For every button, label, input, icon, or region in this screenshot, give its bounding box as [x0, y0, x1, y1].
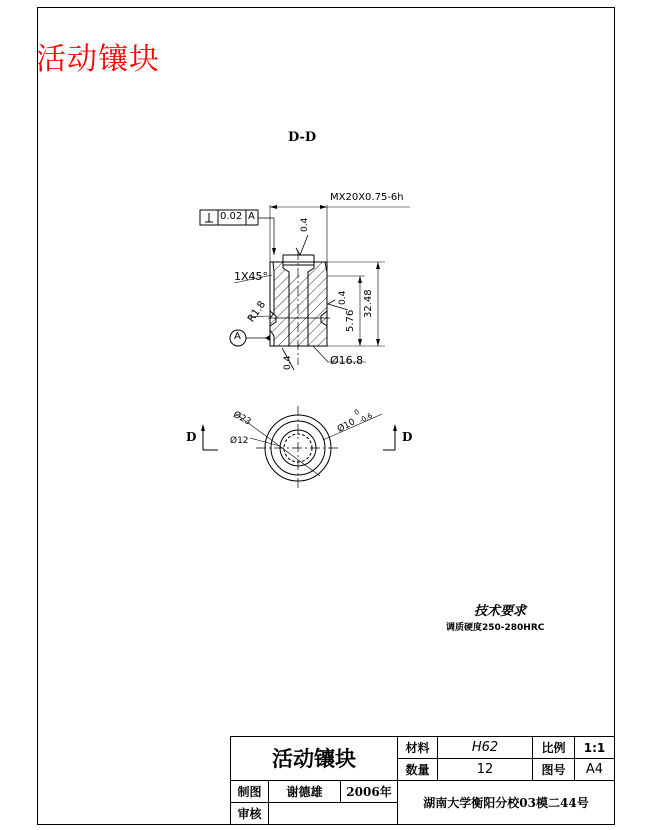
top-recess: [283, 255, 314, 265]
scale-label: 比例: [541, 741, 566, 755]
section-left-half: [270, 262, 289, 346]
checked-label: 审核: [237, 807, 262, 821]
title-block-part-name: 活动镶块: [272, 746, 356, 771]
drawn-by: 谢德雄: [286, 785, 323, 799]
outer-diameter: Ø23: [231, 410, 253, 428]
sheet-label: 图号: [541, 763, 566, 777]
tech-requirements-line: 调质硬度250-280HRC: [446, 623, 545, 633]
scale-value: 1:1: [583, 740, 606, 755]
section-core: [289, 275, 308, 346]
section-marker-left: [203, 428, 218, 450]
drawn-label: 制图: [237, 785, 262, 799]
section-mark-left-label: D: [186, 430, 197, 444]
section-marker-right: [383, 428, 395, 450]
year: 2006年: [346, 785, 392, 799]
quantity-value: 12: [476, 762, 494, 777]
flatness-value: 0.02: [220, 211, 243, 222]
section-label: D-D: [288, 130, 317, 145]
roughness-bottom-value: 0.4: [283, 355, 293, 370]
bore-diameter: Ø10: [336, 417, 358, 435]
roughness-top-value: 0.4: [300, 217, 310, 232]
bore-tol-lower: -0.6: [358, 411, 374, 426]
sheet-border: [38, 8, 615, 825]
radius-callout: R1.8: [246, 299, 269, 325]
bore-tol-upper: 0: [353, 407, 361, 418]
material-value: H62: [471, 740, 499, 755]
school-info: 湖南大学衡阳分校03模二44号: [423, 796, 589, 810]
thread-callout: MX20X0.75-6h: [330, 192, 404, 203]
datum-ref: A: [248, 211, 255, 222]
red-part-title: 活动镶块: [36, 42, 160, 77]
sheet-value: A4: [585, 762, 604, 777]
length-dimension: 32.48: [363, 289, 374, 318]
roughness-side-value: 0.4: [338, 290, 348, 305]
groove-dimension: 5.76: [345, 309, 356, 332]
section-mark-right-label: D: [402, 430, 413, 444]
material-label: 材料: [405, 741, 430, 755]
tech-requirements-heading: 技术要求: [474, 604, 527, 619]
section-right-half: [308, 262, 327, 346]
chamfer-callout: 1X45°: [234, 270, 269, 283]
inner-diameter: Ø12: [230, 436, 249, 446]
body-diameter: Ø16.8: [330, 354, 364, 367]
datum-circle-label: A: [234, 331, 241, 342]
quantity-label: 数量: [405, 763, 430, 777]
